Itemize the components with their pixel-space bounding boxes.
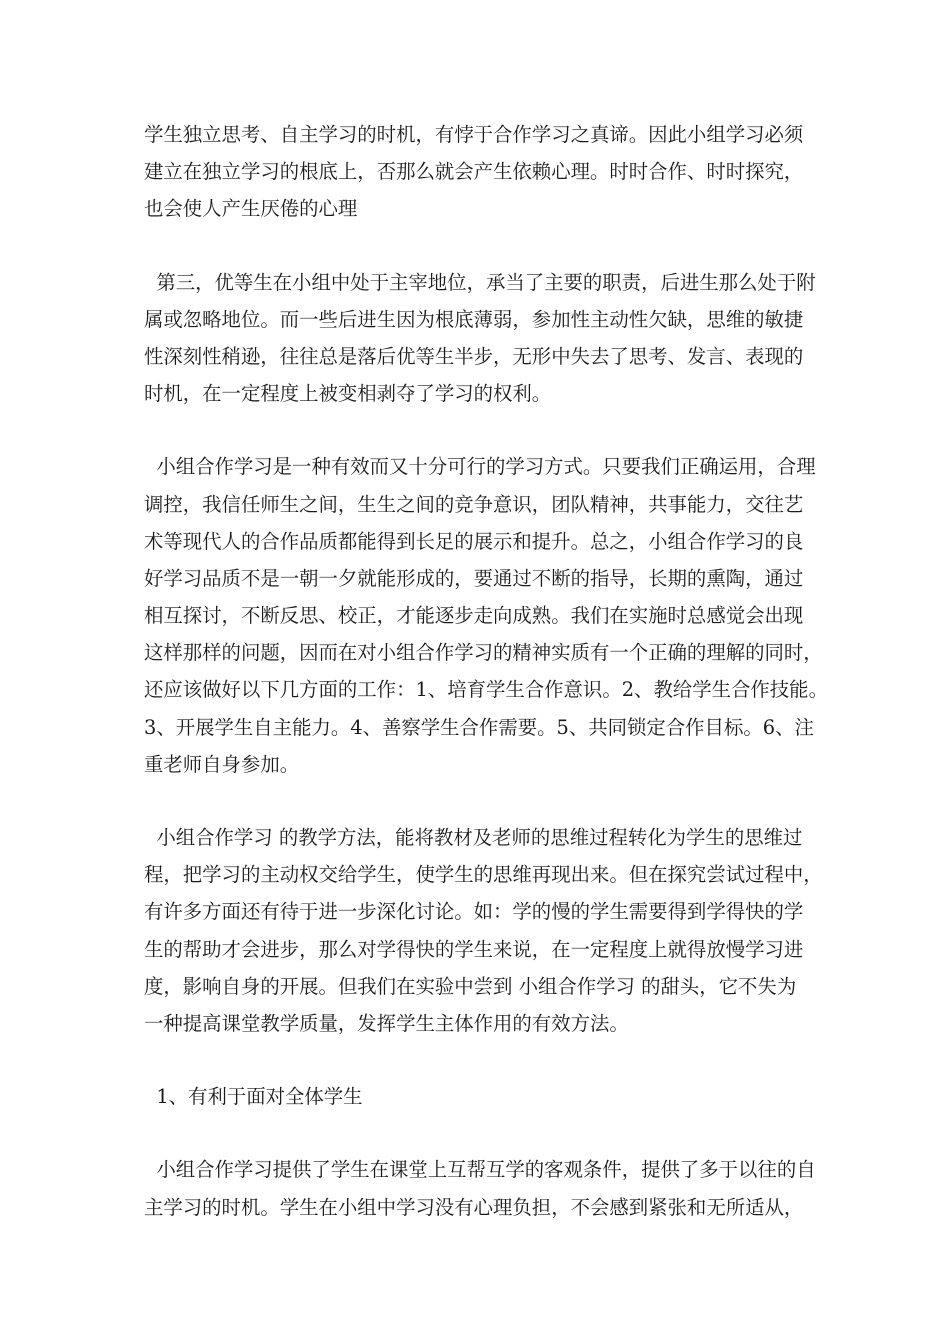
document-body (144, 116, 828, 1226)
text-line: 好学习品质不是一朝一夕就能形成的，要通过不断的指导，长期的熏陶，通过 (144, 566, 804, 590)
text-line: 术等现代人的合作品质都能得到长足的展示和提升。总之，小组合作学习的良 (144, 529, 804, 553)
text-line: 3、开展学生自主能力。4、善察学生合作需要。5、共同锁定合作目标。6、注 (144, 715, 814, 739)
text-line: 这样那样的问题，因而在对小组合作学习的精神实质有一个正确的理解的同时， (144, 641, 823, 665)
text-line: 主学习的时机。学生在小组中学习没有心理负担，不会感到紧张和无所适从， (144, 1195, 804, 1219)
text-line: 也会使人产生厌倦的心理 (144, 197, 358, 221)
text-line: 小组合作学习 的教学方法，能将教材及老师的思维过程转化为学生的思维过 (144, 826, 803, 849)
heading-line: 1、有利于面对全体学生 (144, 1085, 363, 1109)
text-line: 调控，我信任师生之间，生生之间的竞争意识，团队精神，共事能力，交往艺 (144, 492, 804, 516)
text-line: 还应该做好以下几方面的工作：1、培育学生合作意识。2、教给学生合作技能。 (144, 678, 828, 702)
paragraph-5 (144, 1151, 816, 1225)
text-line: 第三，优等生在小组中处于主宰地位，承当了主要的职责，后进生那么处于附 (144, 270, 816, 294)
text-line: 性深刻性稍逊，往往总是落后优等生半步，无形中失去了思考、发言、表现的 (144, 344, 804, 368)
text-line: 一种提高课堂教学质量，发挥学生主体作用的有效方法。 (144, 1011, 629, 1035)
text-line: 时机，在一定程度上被变相剥夺了学习的权利。 (144, 382, 552, 406)
text-line: 生的帮助才会进步，那么对学得快的学生来说，在一定程度上就得放慢学习进 (144, 937, 804, 961)
text-line: 相互探讨，不断反思、校正，才能逐步走向成熟。我们在实施时总感觉会出现 (144, 604, 804, 628)
text-line: 度，影响自身的开展。但我们在实验中尝到 小组合作学习 的甜头，它不失为 (144, 974, 797, 998)
text-line: 属或忽略地位。而一些后进生因为根底薄弱，参加性主动性欠缺，思维的敏捷 (144, 307, 804, 331)
text-line: 重老师自身参加。 (144, 752, 300, 776)
text-line: 小组合作学习提供了学生在课堂上互帮互学的客观条件，提供了多于以往的自 (144, 1158, 816, 1182)
paragraph-3 (144, 448, 828, 783)
text-line: 建立在独立学习的根底上，否那么就会产生依赖心理。时时合作、时时探究， (144, 160, 804, 184)
text-line: 程，把学习的主动权交给学生，使学生的思维再现出来。但在探究尝试过程中， (144, 863, 823, 887)
paragraph-1 (144, 116, 808, 228)
text-line: 学生独立思考、自主学习的时机，有悖于合作学习之真谛。因此小组学习必须 (144, 123, 804, 146)
text-line: 有许多方面还有待于进一步深化讨论。如：学的慢的学生需要得到学得快的学 (144, 900, 804, 924)
paragraph-4 (144, 819, 823, 1042)
section-heading (144, 1078, 808, 1115)
text-line: 小组合作学习是一种有效而又十分可行的学习方式。只要我们正确运用，合理 (144, 455, 816, 479)
paragraph-2 (144, 264, 816, 413)
